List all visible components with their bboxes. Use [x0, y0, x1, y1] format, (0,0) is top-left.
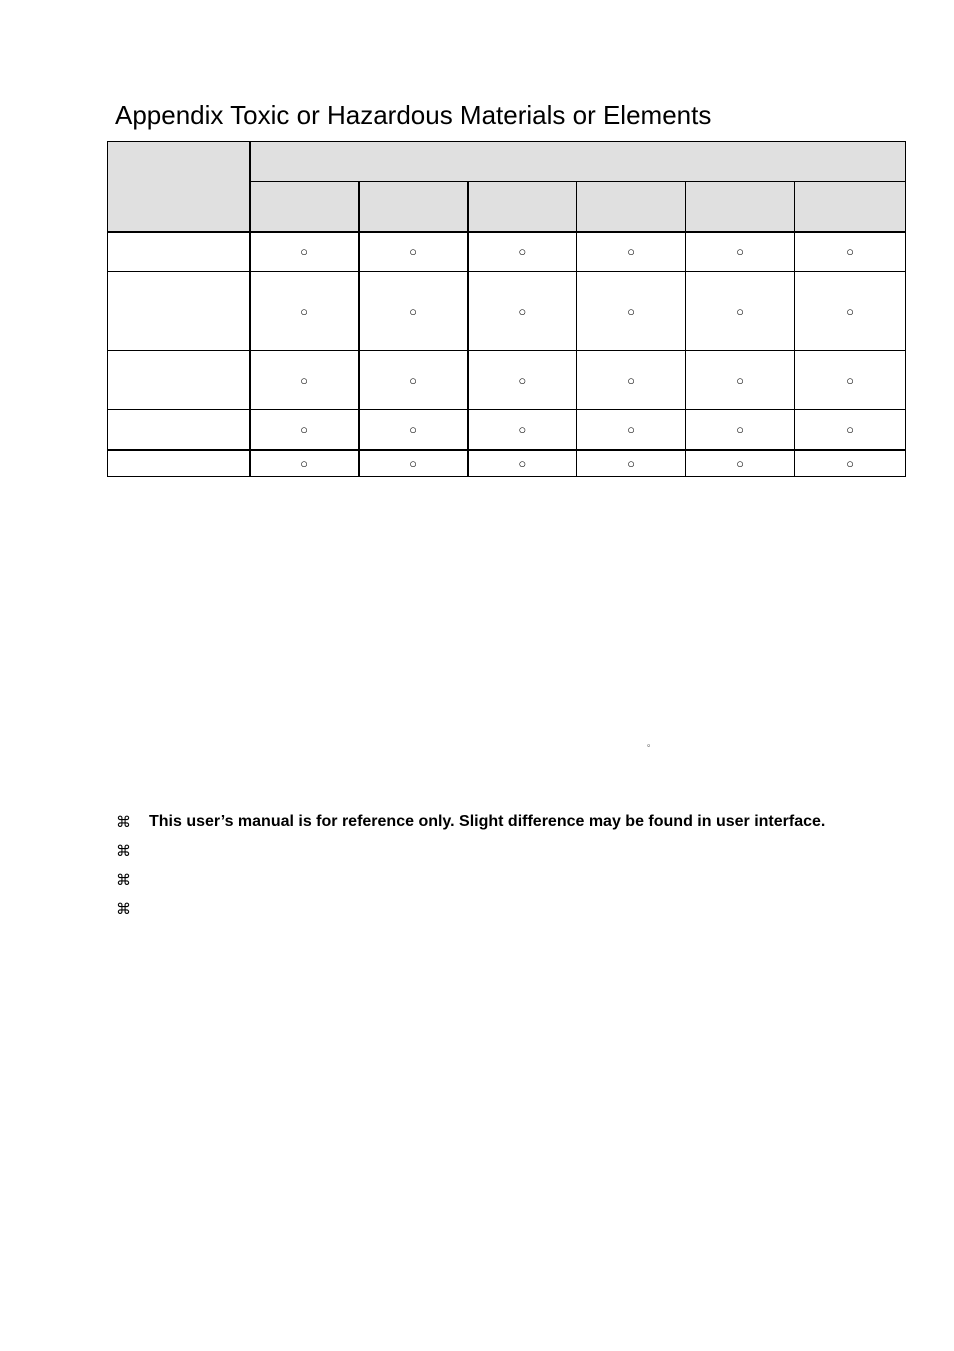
compliant-circle-mark: ○ — [300, 303, 308, 319]
substance-mark — [686, 410, 795, 450]
note-item — [116, 865, 916, 894]
compliant-circle-mark: ○ — [627, 421, 635, 437]
substance-header — [686, 182, 795, 232]
compliant-circle-mark: ○ — [627, 455, 635, 471]
substance-mark — [795, 450, 906, 477]
component-name-header — [108, 142, 250, 232]
substance-header — [250, 182, 359, 232]
substance-mark — [577, 450, 686, 477]
compliant-circle-mark: ○ — [736, 421, 744, 437]
note-item — [116, 836, 916, 865]
substance-mark — [250, 272, 359, 351]
compliant-circle-mark: ○ — [518, 372, 527, 388]
substance-mark — [795, 232, 906, 272]
substance-mark — [359, 351, 468, 410]
substance-mark — [359, 410, 468, 450]
substance-mark — [250, 450, 359, 477]
component-label — [108, 410, 250, 450]
note-item — [116, 807, 916, 836]
compliant-circle-mark: ○ — [409, 372, 417, 388]
component-label — [108, 351, 250, 410]
component-label — [108, 272, 250, 351]
compliant-circle-mark: ○ — [846, 455, 854, 471]
substance-mark — [468, 351, 577, 410]
table-row — [108, 410, 906, 450]
table-row — [108, 232, 906, 272]
compliant-circle-mark: ○ — [627, 372, 635, 388]
command-key-icon: ⌘ — [116, 812, 131, 831]
compliant-circle-mark: ○ — [736, 303, 744, 319]
compliant-circle-mark: ○ — [736, 244, 744, 260]
substance-mark — [686, 232, 795, 272]
component-label — [108, 450, 250, 477]
substance-mark — [795, 410, 906, 450]
substance-mark — [468, 232, 577, 272]
compliant-circle-mark: ○ — [846, 303, 854, 319]
compliant-circle-mark: ○ — [846, 244, 854, 260]
compliant-circle-mark: ○ — [736, 372, 744, 388]
compliant-circle-mark: ○ — [409, 455, 417, 471]
substance-mark — [577, 272, 686, 351]
compliant-circle-mark: ○ — [409, 421, 417, 437]
substance-group-header — [250, 142, 906, 182]
table-header — [108, 142, 906, 232]
substance-mark — [359, 272, 468, 351]
substance-mark — [686, 272, 795, 351]
substance-header — [795, 182, 906, 232]
compliant-circle-mark: ○ — [518, 455, 527, 471]
substance-mark — [686, 351, 795, 410]
substance-header — [359, 182, 468, 232]
command-key-icon: ⌘ — [116, 899, 131, 918]
substance-mark — [577, 351, 686, 410]
compliant-circle-mark: ○ — [518, 303, 527, 319]
compliant-circle-mark: ○ — [300, 421, 308, 437]
substance-mark — [468, 410, 577, 450]
substance-mark — [359, 232, 468, 272]
component-label — [108, 232, 250, 272]
substance-mark — [250, 410, 359, 450]
substance-header — [468, 182, 577, 232]
compliant-circle-mark: ○ — [846, 372, 854, 388]
substance-mark — [686, 450, 795, 477]
compliant-circle-mark: ○ — [518, 244, 527, 260]
compliant-circle-mark: ○ — [409, 303, 417, 319]
note-text: This user’s manual is for reference only. Slight difference may be found in user interface. — [149, 812, 826, 830]
compliant-circle-mark: ○ — [627, 244, 635, 260]
page-title: Appendix Toxic or Hazardous Materials or Elements — [115, 100, 712, 130]
compliant-circle-mark: ○ — [409, 244, 417, 260]
compliant-circle-mark: ○ — [627, 303, 635, 319]
substance-mark — [795, 351, 906, 410]
hazardous-substances-table — [107, 141, 906, 477]
substance-mark — [468, 272, 577, 351]
compliant-circle-mark: ○ — [300, 372, 308, 388]
table-row — [108, 351, 906, 410]
command-key-icon: ⌘ — [116, 841, 131, 860]
command-key-icon: ⌘ — [116, 870, 131, 889]
compliant-circle-mark: ○ — [736, 455, 744, 471]
compliant-circle-mark: ○ — [846, 421, 854, 437]
compliant-circle-mark: ○ — [518, 421, 527, 437]
compliant-circle-mark: ○ — [300, 455, 308, 471]
compliant-circle-mark: ○ — [300, 244, 308, 260]
note-item — [116, 894, 916, 923]
substance-mark — [359, 450, 468, 477]
footnote-mark: 。 — [647, 738, 657, 748]
substance-mark — [468, 450, 577, 477]
substance-mark — [250, 232, 359, 272]
substance-mark — [250, 351, 359, 410]
substance-mark — [577, 232, 686, 272]
notes-list — [116, 807, 916, 923]
table-row — [108, 450, 906, 477]
substance-mark — [795, 272, 906, 351]
substance-header — [577, 182, 686, 232]
substance-mark — [577, 410, 686, 450]
table-row — [108, 272, 906, 351]
